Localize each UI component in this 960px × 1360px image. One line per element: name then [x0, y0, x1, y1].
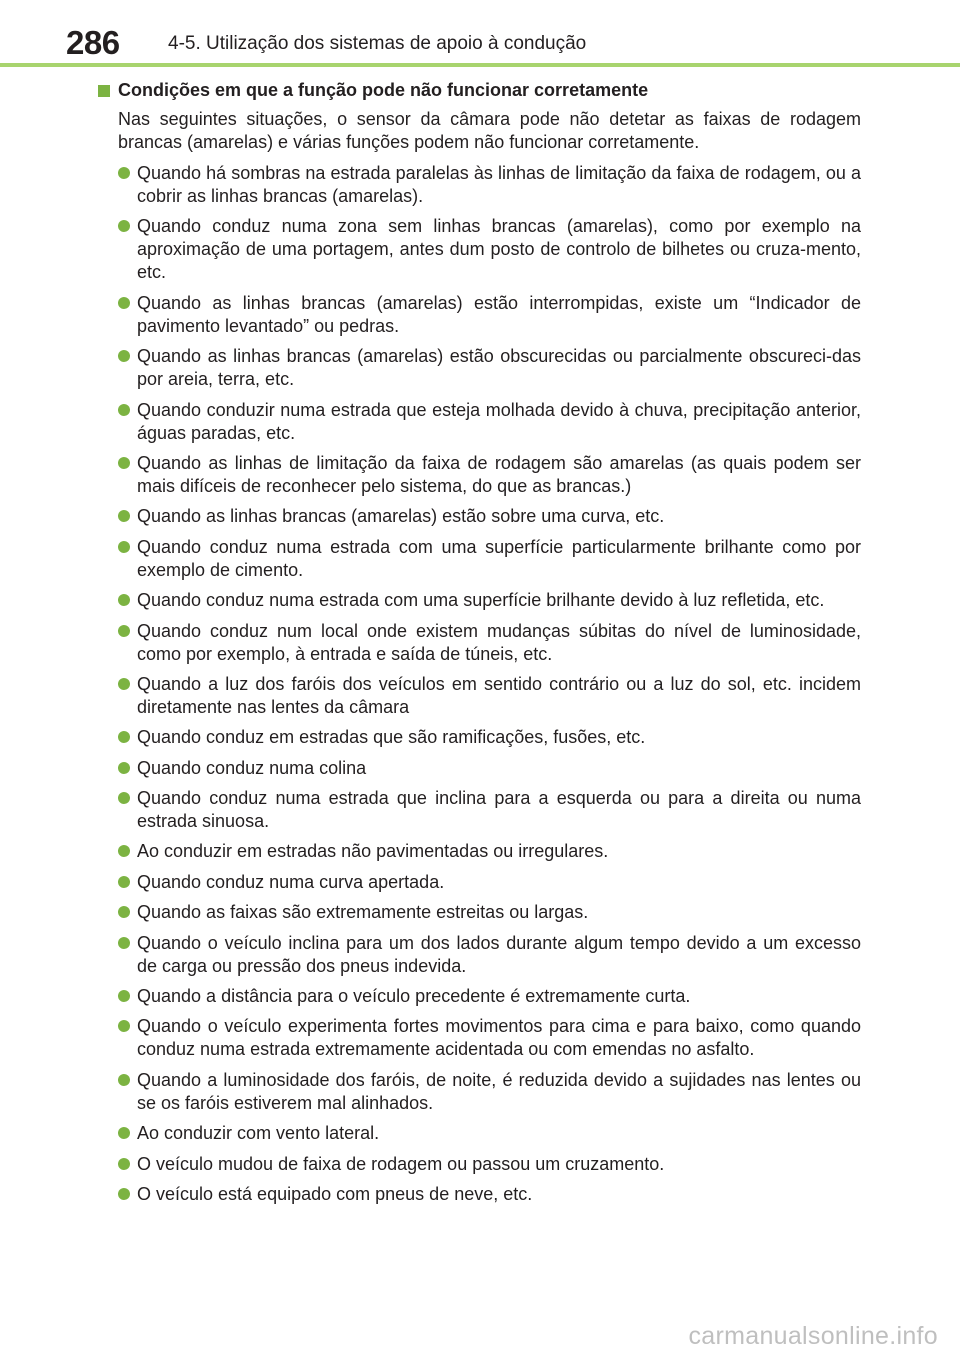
list-item-text: Quando conduz em estradas que são ramificações, fusões, etc.: [137, 727, 646, 748]
section-title: Condições em que a função pode não funcionar corretamente: [118, 80, 649, 100]
list-item-text: Quando conduz numa estrada que inclina para a esquerda ou para a direita ou numa estrada sinuosa.: [137, 788, 861, 832]
watermark: carmanualsonline.info: [688, 1322, 938, 1350]
list-item: [98, 726, 861, 749]
circle-bullet-icon: [118, 906, 130, 918]
circle-bullet-icon: [118, 220, 130, 232]
circle-bullet-icon: [118, 594, 130, 606]
circle-bullet-icon: [118, 297, 130, 309]
list-item: [98, 1015, 861, 1061]
header-divider: [0, 63, 960, 67]
list-item-text: Ao conduzir em estradas não pavimentadas ou irregulares.: [137, 841, 609, 862]
list-item: [98, 787, 861, 833]
list-item: [98, 345, 861, 391]
list-item-text: Quando o veículo experimenta fortes movimentos para cima e para baixo, como quando conduz numa estrada extremamente acidentada ou com emendas no asfalto.: [137, 1016, 861, 1060]
list-item: [98, 162, 861, 208]
list-item-text: Quando a distância para o veículo precedente é extremamente curta.: [137, 986, 691, 1007]
circle-bullet-icon: [118, 937, 130, 949]
list-item: [98, 871, 861, 894]
list-item: [98, 620, 861, 666]
list-item: [98, 985, 861, 1008]
list-item-text: Quando conduzir numa estrada que esteja molhada devido à chuva, precipitação anterior, águas paradas, etc.: [137, 399, 861, 443]
circle-bullet-icon: [118, 541, 130, 553]
circle-bullet-icon: [118, 510, 130, 522]
list-item-text: Quando conduz numa estrada com uma superfície brilhante devido à luz refletida, etc.: [137, 590, 825, 611]
circle-bullet-icon: [118, 1158, 130, 1170]
circle-bullet-icon: [118, 762, 130, 774]
circle-bullet-icon: [118, 1127, 130, 1139]
circle-bullet-icon: [118, 350, 130, 362]
list-item-text: Quando as linhas de limitação da faixa de rodagem são amarelas (as quais podem ser mais difíceis de reconhecer pelo sistema, do que as brancas.): [137, 452, 861, 496]
section-heading: [98, 80, 861, 101]
list-item: [98, 932, 861, 978]
list-item-text: Quando as linhas brancas (amarelas) estão obscurecidas ou parcialmente obscureci-das por areia, terra, etc.: [137, 346, 861, 390]
circle-bullet-icon: [118, 731, 130, 743]
list-item: [98, 452, 861, 498]
list-item: [98, 901, 861, 924]
circle-bullet-icon: [118, 1074, 130, 1086]
page-header: [0, 0, 960, 70]
circle-bullet-icon: [118, 1188, 130, 1200]
list-item: [98, 1183, 861, 1206]
circle-bullet-icon: [118, 876, 130, 888]
list-item: [98, 1069, 861, 1115]
list-item: [98, 1153, 861, 1176]
circle-bullet-icon: [118, 625, 130, 637]
list-item-text: Quando a luminosidade dos faróis, de noite, é reduzida devido a sujidades nas lentes ou se os faróis estiverem mal alinhados.: [137, 1069, 861, 1113]
list-item: [98, 757, 861, 780]
circle-bullet-icon: [118, 678, 130, 690]
list-item-text: Quando as faixas são extremamente estreitas ou largas.: [137, 902, 589, 923]
list-item-text: Quando conduz num local onde existem mudanças súbitas do nível de luminosidade, como por exemplo, à entrada e saída de túneis, etc.: [137, 620, 861, 664]
list-item-text: Quando conduz numa zona sem linhas brancas (amarelas), como por exemplo na aproximação de uma portagem, antes dum posto de controlo de bilhetes ou cruza-mento, etc.: [137, 216, 861, 283]
circle-bullet-icon: [118, 457, 130, 469]
list-item: [98, 399, 861, 445]
circle-bullet-icon: [118, 792, 130, 804]
page-number: 286: [66, 24, 120, 61]
list-item: [98, 673, 861, 719]
list-item: [98, 505, 861, 528]
list-item-text: Quando as linhas brancas (amarelas) estão sobre uma curva, etc.: [137, 506, 665, 527]
circle-bullet-icon: [118, 167, 130, 179]
section-intro: Nas seguintes situações, o sensor da câmara pode não detetar as faixas de rodagem brancas (amarelas) e várias funções podem não funcionar corretamente.: [118, 109, 861, 152]
page-content: [98, 80, 861, 1213]
list-item: [98, 215, 861, 284]
list-item-text: Quando conduz numa estrada com uma superfície particularmente brilhante como por exemplo de cimento.: [137, 536, 861, 580]
list-item-text: Ao conduzir com vento lateral.: [137, 1123, 380, 1144]
list-item-text: O veículo está equipado com pneus de neve, etc.: [137, 1183, 533, 1204]
list-item-text: Quando conduz numa curva apertada.: [137, 871, 445, 892]
list-item-text: Quando há sombras na estrada paralelas às linhas de limitação da faixa de rodagem, ou a cobrir as linhas brancas (amarelas).: [137, 163, 861, 206]
square-bullet-icon: [98, 85, 110, 97]
circle-bullet-icon: [118, 845, 130, 857]
list-item: [98, 1122, 861, 1145]
list-item-text: Quando a luz dos faróis dos veículos em sentido contrário ou a luz do sol, etc. incidem diretamente nas lentes da câmara: [137, 673, 861, 717]
list-item: [98, 292, 861, 338]
list-item-text: O veículo mudou de faixa de rodagem ou passou um cruzamento.: [137, 1153, 665, 1174]
circle-bullet-icon: [118, 404, 130, 416]
list-item-text: Quando conduz numa colina: [137, 757, 367, 778]
list-item: [98, 589, 861, 612]
circle-bullet-icon: [118, 990, 130, 1002]
conditions-list: [98, 162, 861, 1206]
list-item: [98, 536, 861, 582]
list-item-text: Quando o veículo inclina para um dos lados durante algum tempo devido a um excesso de carga ou pressão dos pneus indevida.: [137, 932, 861, 976]
circle-bullet-icon: [118, 1020, 130, 1032]
list-item-text: Quando as linhas brancas (amarelas) estão interrompidas, existe um “Indicador de pavimento levantado” ou pedras.: [137, 292, 861, 336]
chapter-title: 4-5. Utilização dos sistemas de apoio à condução: [168, 33, 587, 54]
list-item: [98, 840, 861, 863]
